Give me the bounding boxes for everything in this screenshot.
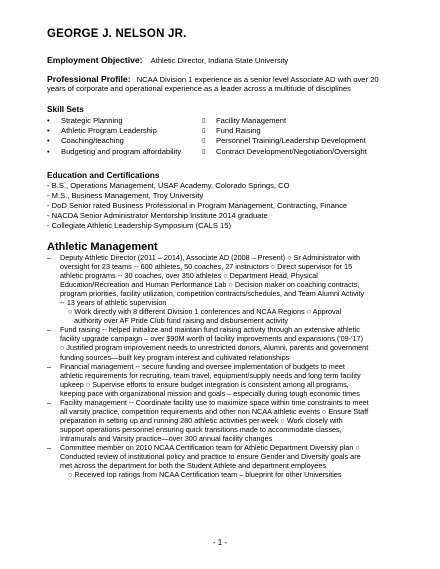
experience-line: Education/Recreation and Human Performance Lab ○ Decision maker on coaching contracts, — [60, 280, 360, 290]
experience-line: -- 13 years of athletic supervision — [60, 298, 167, 308]
page-number: - 1 - — [212, 538, 228, 547]
experience-line: ○ Received top ratings from NCAA Certification team – blueprint for other Universities — [68, 470, 342, 480]
experience-line: Fund raising -- helped initialize and maintain fund raising activity through an extensive athletic — [60, 325, 360, 335]
education-heading: Education and Certifications — [47, 170, 160, 180]
experience-item — [47, 398, 387, 443]
skill-item: Facility Management — [216, 116, 287, 125]
experience-item — [47, 253, 387, 325]
experience-line: ○ Justified program improvement needs to unrestricted donors, Alumni, parents and government — [60, 343, 369, 353]
experience-line: facility upgrade campaign – over $90M worth of facility improvements and expansions ('09-'17) — [60, 334, 363, 344]
athletic-management-list — [47, 253, 387, 479]
experience-line: Conducted review of institutional policy and practice to ensure Gender and Diversity goals are — [60, 452, 361, 462]
skill-item: Strategic Planning — [61, 116, 123, 125]
athletic-management-heading: Athletic Management — [47, 241, 158, 253]
education-item: - NACDA Senior Administrator Mentorship Institute 2014 graduate — [47, 210, 268, 220]
candidate-name: GEORGE J. NELSON JR. — [47, 28, 187, 40]
skills-row — [47, 147, 407, 157]
checkbox-icon: ▯ — [202, 128, 206, 135]
skill-item: Personnel Training/Leadership Development — [216, 136, 366, 146]
experience-line: keeping pace with organizational mission and goals – especially during tough economic times — [60, 388, 360, 398]
skill-item: Budgeting and program affordability — [61, 146, 182, 156]
checkbox-icon: ▯ — [202, 148, 206, 155]
education-item: - DoD Senior rated Business Professional in Program Management, Contracting, Finance — [47, 200, 348, 210]
bullet-icon: • — [47, 146, 50, 156]
objective-value: Athletic Director, Indiana State University — [150, 56, 289, 65]
experience-line: all varsity practice, competition requirements and other non NCAA athletic events ○ Ensure Staff — [60, 406, 369, 416]
experience-line: Deputy Athletic Director (2011 – 2014), Associate AD (2008 – Present) ○ Sr Administrator with — [60, 253, 361, 262]
experience-line: oversight for 23 teams -- 600 athletes, 50 coaches, 27 instructors ○ Direct supervisor for 15 — [60, 262, 353, 272]
bullet-icon: • — [47, 136, 50, 146]
profile-text-1: NCAA Division 1 experience as a senior level Associate AD with over 20 — [136, 75, 379, 84]
experience-line: program priorities, facility utilization, competition contracts/schedules, and Team Alumni Activity — [60, 289, 365, 299]
experience-line: ○ Work directly with 8 different Division 1 conferences and NCAA Regions ○ Approval — [68, 307, 342, 317]
dash-bullet: – — [47, 361, 52, 371]
experience-line: preparation in setting up and running 280 athletic activities per week ○ Work closely with — [60, 415, 343, 425]
checkbox-icon: ▯ — [202, 118, 206, 124]
education-list — [47, 181, 347, 231]
experience-line: Financial management -- secure funding and oversee implementation of budgets to meet — [60, 361, 345, 371]
dash-bullet: – — [47, 253, 52, 262]
skill-item: Athletic Program Leadership — [61, 126, 157, 136]
experience-line: support operations personnel ensuring quick transitions made to accommodate classes, — [60, 424, 342, 434]
skills-heading: Skill Sets — [47, 104, 84, 114]
objective-label: Employment Objective: — [47, 55, 143, 65]
experience-line: Committee member on 2010 NCAA Certification team for Athletic Department Diversity plan ○ — [60, 442, 360, 452]
experience-line: upkeep ○ Supervise efforts to ensure budget integration is consistent among all programs, — [60, 379, 349, 389]
skills-list — [47, 116, 407, 157]
skill-item: Fund Raising — [216, 126, 261, 136]
bullet-icon: • — [47, 116, 50, 125]
bullet-icon: • — [47, 126, 50, 136]
objective-line — [47, 55, 288, 66]
dash-bullet: – — [47, 325, 52, 335]
skill-item: Contract Development/Negotiation/Oversight — [216, 146, 367, 156]
profile-label: Professional Profile: — [47, 74, 131, 84]
education-item: - B.S., Operations Management, USAF Academy, Colorado Springs, CO — [47, 181, 290, 190]
profile-text-2: years of corporate and operational experience as a leader across a multitude of disciplines — [47, 84, 351, 93]
experience-line: Intramurals and Varsity practice—over 300 annual facility changes — [60, 433, 273, 443]
skills-row — [47, 136, 407, 146]
education-item: - M.S., Business Management, Troy University — [47, 190, 204, 200]
skills-row — [47, 116, 407, 126]
experience-line: athletic requirements for recruiting, team travel, equipment/supply needs and long term facility — [60, 370, 361, 380]
experience-line: Facility management -- Coordinate facility use to maximize space within time constraints to meet — [60, 397, 369, 407]
dash-bullet: – — [47, 397, 52, 407]
experience-line: met across the department for both the Student Athlete and department employees — [60, 461, 326, 471]
experience-line: athletic programs -- 30 coaches, over 350 athletes ○ Department Head, Physical — [60, 271, 318, 281]
dash-bullet: – — [47, 442, 52, 452]
experience-item — [47, 362, 387, 398]
education-item: - Collegiate Athletic Leadership Symposium (CALS 15) — [47, 220, 232, 230]
experience-item — [47, 443, 387, 479]
checkbox-icon: ▯ — [202, 138, 206, 145]
skills-row — [47, 126, 407, 136]
experience-line: funding sources—built key program interest and cultivated relationships — [60, 352, 290, 362]
skill-item: Coaching/teaching — [61, 136, 124, 146]
experience-item — [47, 325, 387, 361]
experience-line: authority over AF Pride Club fund raising and disbursement activity — [74, 316, 288, 326]
